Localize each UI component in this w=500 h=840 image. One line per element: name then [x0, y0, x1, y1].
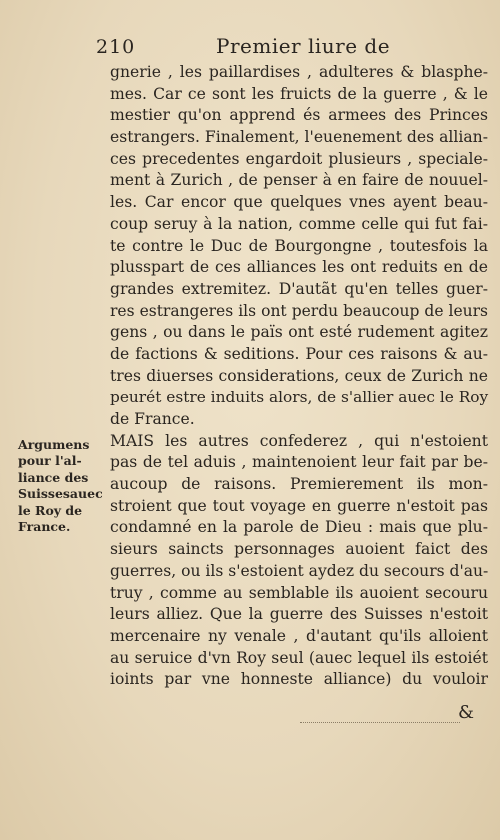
text-line: ces precedentes engardoit plusieurs , speciale-	[110, 149, 488, 168]
text-line: aucoup de raisons. Premierement ils mon-	[110, 475, 488, 494]
text-line: mestier qu'on apprend és armees des Princes	[110, 106, 488, 125]
text-line: stroient que tout voyage en guerre n'estoit pas	[110, 496, 488, 515]
text-line: coup seruy à la nation, comme celle qui fut fai-	[110, 214, 488, 233]
margin-note-line: France.	[18, 519, 71, 535]
text-line: truy , comme au semblable ils auoient secouru	[110, 583, 488, 602]
text-line: mercenaire ny venale , d'autant qu'ils alloient	[110, 626, 488, 645]
text-line: de factions & seditions. Pour ces raisons & au-	[110, 344, 488, 363]
text-line: les. Car encor que quelques vnes ayent beau-	[110, 193, 488, 212]
text-line: grandes extremitez. D'autãt qu'en telles guer-	[110, 279, 488, 298]
text-line: de France.	[110, 410, 195, 428]
text-line: condamné en la parole de Dieu : mais que plu-	[110, 518, 488, 537]
text-line: ment à Zurich , de penser à en faire de nouuel-	[110, 171, 488, 190]
text-line: gens , ou dans le païs ont esté rudement agitez	[110, 323, 488, 342]
text-line: plusspart de ces alliances les ont reduits en de	[110, 258, 488, 277]
text-line: gnerie , les paillardises , adulteres & blasphe-	[110, 63, 488, 81]
main-text-block	[110, 62, 488, 691]
text-line: peurét estre induits alors, de s'allier auec le Roy	[110, 388, 489, 407]
text-line: mes. Car ce sont les fruicts de la guerre , & le	[110, 84, 488, 103]
margin-note-line: Suissesauec	[18, 486, 103, 502]
margin-note-line: Argumens	[18, 437, 90, 452]
text-line: ioints par vne honneste alliance) du vouloir	[110, 670, 488, 689]
margin-note-line: pour l'al-	[18, 453, 82, 469]
margin-note-line: liance des	[18, 469, 89, 485]
margin-note-line: le Roy de	[18, 502, 83, 518]
text-line: tres diuerses considerations, ceux de Zurich ne	[110, 366, 488, 385]
page-header	[96, 34, 426, 58]
text-line: leurs alliez. Que la guerre des Suisses n'estoit	[110, 605, 488, 624]
text-line: sieurs saincts personnages auoient faict des	[110, 540, 488, 559]
text-line: au seruice d'vn Roy seul (auec lequel ils estoiét	[110, 648, 488, 667]
running-head: Premier liure de	[216, 34, 391, 58]
catchword: &	[458, 702, 475, 723]
text-line: MAIS les autres confederez , qui n'estoient	[110, 431, 488, 450]
page-number: 210	[96, 36, 136, 58]
text-line: estrangers. Finalement, l'euenement des allian-	[110, 128, 488, 147]
text-line: res estrangeres ils ont perdu beaucoup de leurs	[110, 301, 488, 320]
text-line: te contre le Duc de Bourgongne , toutesfois la	[110, 236, 488, 255]
page-foot-rule	[300, 722, 460, 723]
text-line: pas de tel aduis , maintenoient leur fait par be-	[110, 453, 488, 472]
margin-note	[18, 437, 108, 535]
text-line: guerres, ou ils s'estoient aydez du secours d'au-	[110, 561, 489, 580]
